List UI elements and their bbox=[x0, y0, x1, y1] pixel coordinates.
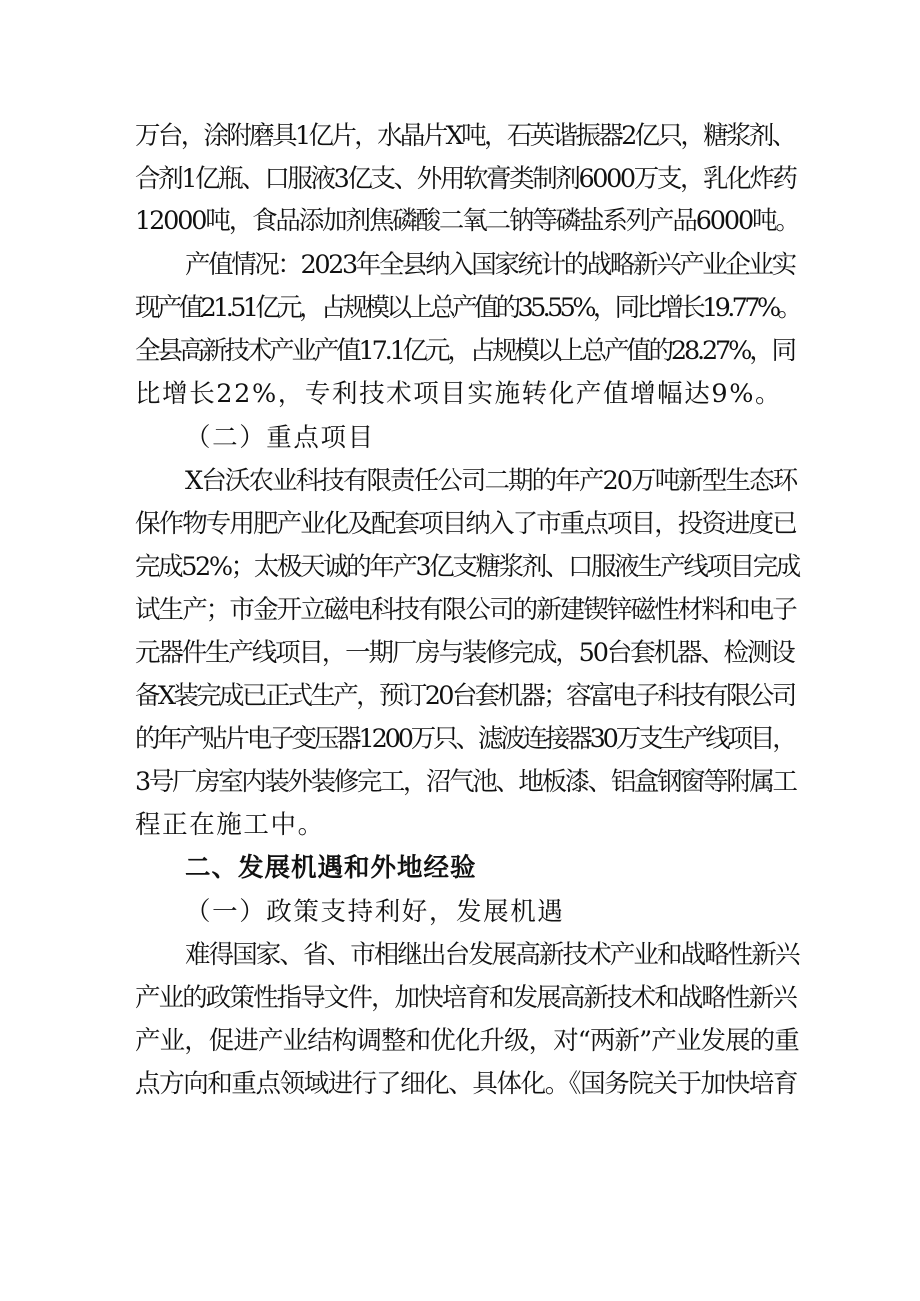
text-line: 3号厂房室内装外装修完工，沼气池、地板漆、铝盒钢窗等附属工 bbox=[135, 767, 796, 797]
text-line: 比增长22%，专利技术项目实施转化产值增幅达9%。 bbox=[135, 379, 783, 409]
text-line: 元器件生产线项目，一期厂房与装修完成，50台套机器、检测设 bbox=[135, 638, 794, 668]
text-line: 的年产贴片电子变压器1200万只、滤波连接器30万支生产线项目， bbox=[135, 724, 795, 754]
text-line: 万台，涂附磨具1亿片，水晶片X吨，石英谐振器2亿只，糖浆剂、 bbox=[135, 121, 795, 151]
text-line: 12000吨，食品添加剂焦磷酸二氧二钠等磷盐系列产品6000吨。 bbox=[135, 206, 799, 236]
text-line: 产业，促进产业结构调整和优化升级，对“两新”产业发展的重 bbox=[135, 1026, 799, 1056]
text-line: 点方向和重点领域进行了细化、具体化。《国务院关于加快培育 bbox=[135, 1069, 798, 1099]
text-line: X台沃农业科技有限责任公司二期的年产20万吨新型生态环 bbox=[185, 466, 797, 496]
text-line: 现产值21.51亿元，占规模以上总产值的35.55%，同比增长19.77%。 bbox=[135, 293, 800, 323]
text-line: 合剂1亿瓶、口服液3亿支、外用软膏类制剂6000万支，乳化炸药 bbox=[135, 164, 796, 194]
text-line: 保作物专用肥产业化及配套项目纳入了市重点项目，投资进度已 bbox=[135, 509, 796, 539]
subheading-policy-support: （一）政策支持利好，发展机遇 bbox=[185, 897, 565, 927]
section-heading-opportunities: 二、发展机遇和外地经验 bbox=[185, 853, 477, 883]
text-line: 试生产；市金开立磁电科技有限公司的新建锲锌磁性材料和电子 bbox=[135, 595, 796, 625]
text-line: 难得国家、省、市相继出台发展高新技术产业和战略性新兴 bbox=[185, 940, 799, 970]
text-line: 备X装完成已正式生产，预订20台套机器；容富电子科技有限公司 bbox=[135, 681, 795, 711]
subheading-key-projects: （二）重点项目 bbox=[185, 423, 375, 453]
text-line: 产业的政策性指导文件，加快培育和发展高新技术和战略性新兴 bbox=[135, 983, 796, 1013]
text-line: 程正在施工中。 bbox=[135, 810, 325, 840]
text-line: 产值情况：2023年全县纳入国家统计的战略新兴产业企业实 bbox=[185, 250, 795, 280]
text-line: 完成52%；太极天诚的年产3亿支糖浆剂、口服液生产线项目完成 bbox=[135, 552, 799, 582]
text-line: 全县高新技术产业产值17.1亿元，占规模以上总产值的28.27%，同 bbox=[135, 336, 794, 366]
